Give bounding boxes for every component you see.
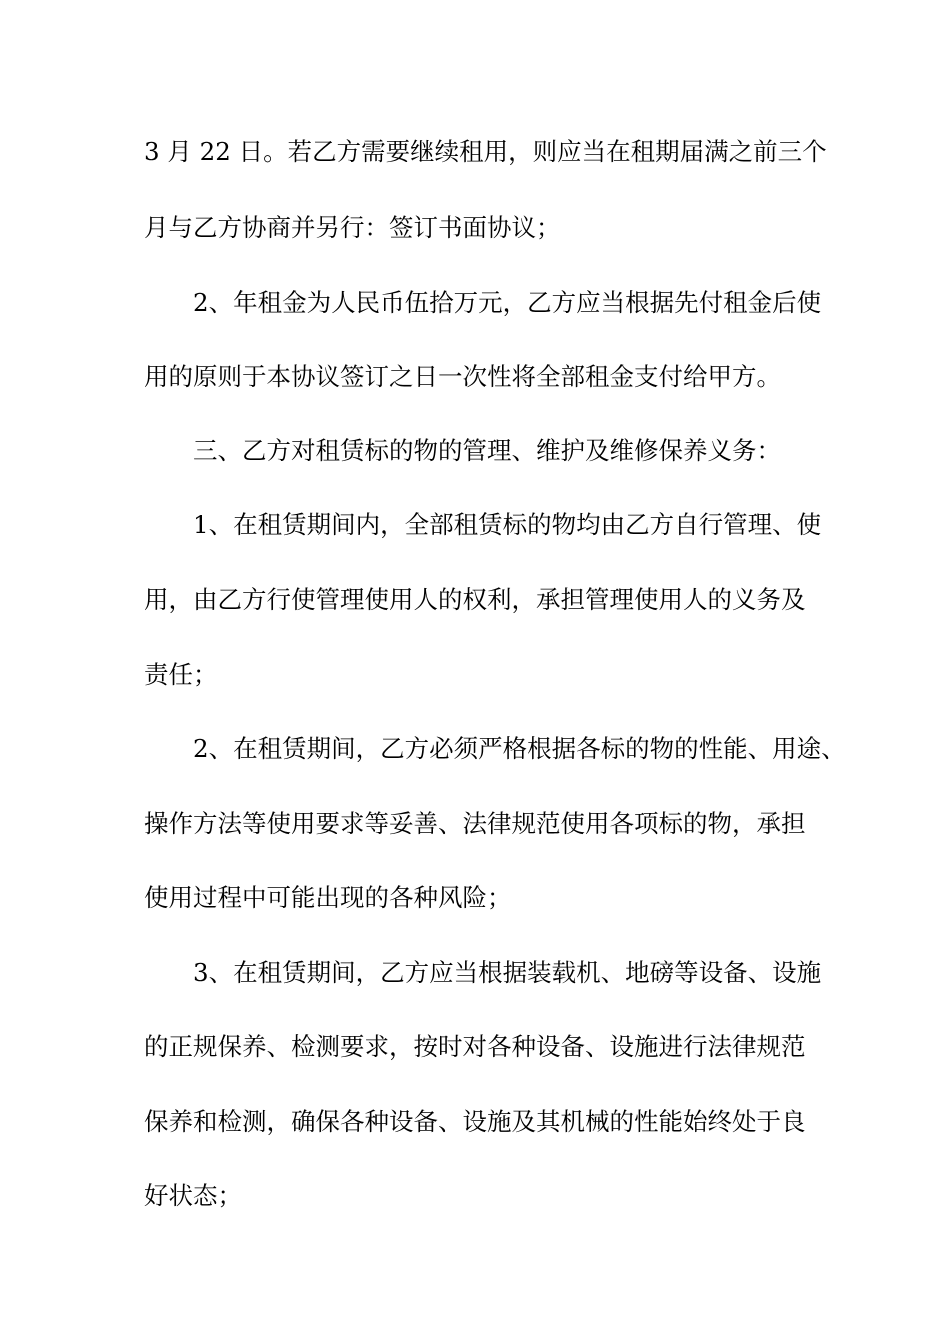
text-line: 3、在租赁期间，乙方应当根据装载机、地磅等设备、设施	[193, 958, 822, 987]
text-line: 用的原则于本协议签订之日一次性将全部租金支付给甲方。	[144, 362, 781, 391]
text-line: 月与乙方协商并另行：签订书面协议；	[144, 213, 561, 242]
text-line: 2、在租赁期间，乙方必须严格根据各标的物的性能、用途、	[193, 734, 846, 763]
text-line: 操作方法等使用要求等妥善、法律规范使用各项标的物，承担	[144, 809, 806, 838]
text-line: 1、在租赁期间内，全部租赁标的物均由乙方自行管理、使	[193, 510, 822, 539]
text-line: 好状态；	[144, 1181, 242, 1210]
text-line: 2、年租金为人民币伍拾万元，乙方应当根据先付租金后使	[193, 288, 822, 317]
text-line: 3 月 22 日。若乙方需要继续租用，则应当在租期届满之前三个	[144, 137, 827, 166]
text-line: 保养和检测，确保各种设备、设施及其机械的性能始终处于良	[144, 1107, 806, 1136]
text-line: 使用过程中可能出现的各种风险；	[144, 883, 512, 912]
text-line: 用，由乙方行使管理使用人的权利，承担管理使用人的义务及	[144, 585, 806, 614]
text-line: 责任；	[144, 660, 218, 689]
section-heading: 三、乙方对租赁标的物的管理、维护及维修保养义务：	[193, 436, 781, 465]
text-line: 的正规保养、检测要求，按时对各种设备、设施进行法律规范	[144, 1032, 806, 1061]
